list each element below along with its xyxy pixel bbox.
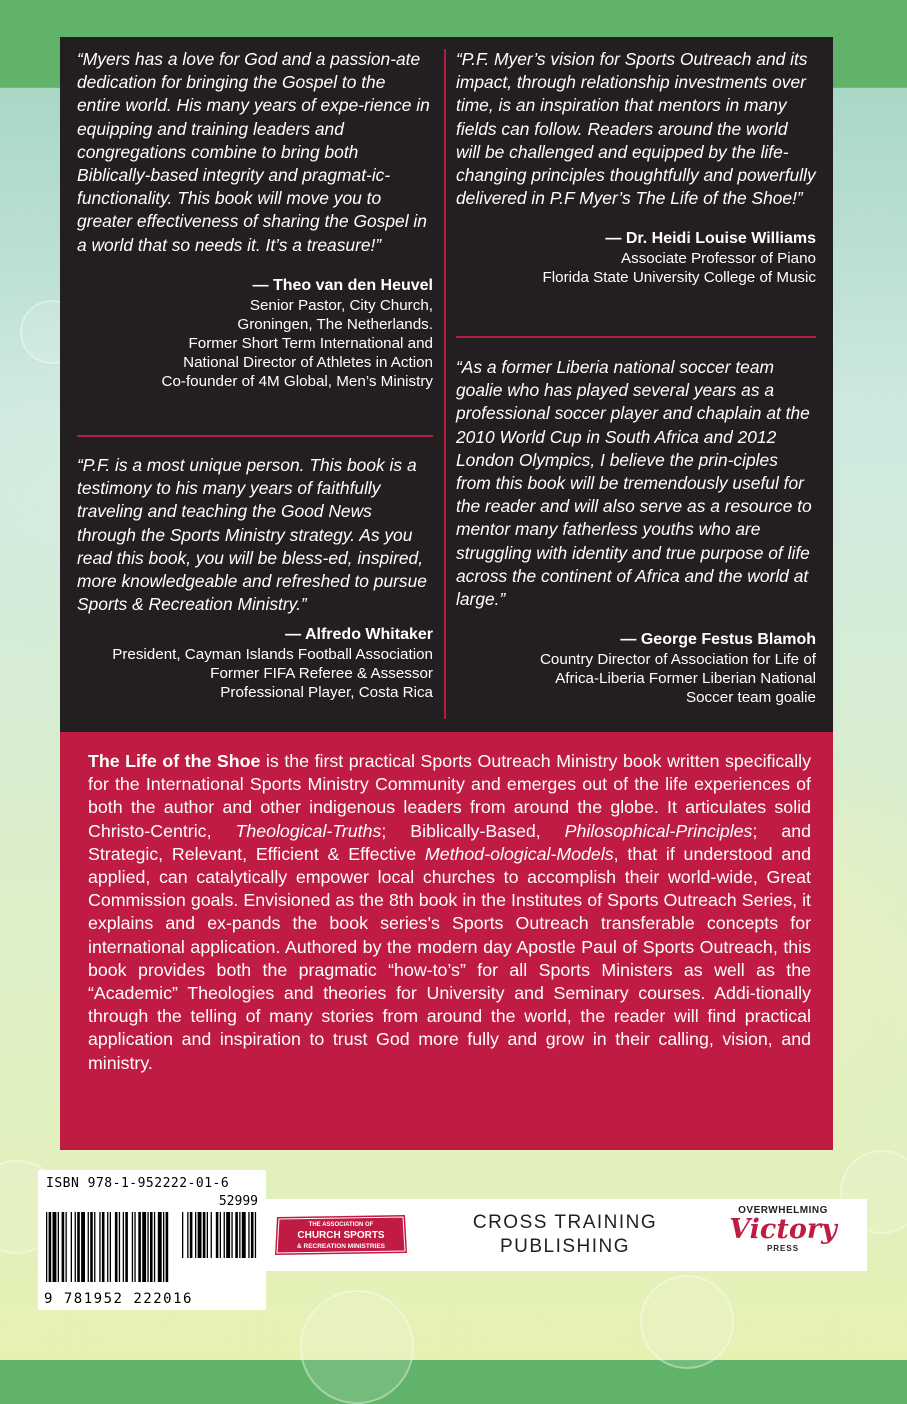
overwhelming-victory-press-logo: OVERWHELMING Victory PRESS [729,1205,837,1253]
book-description: The Life of the Shoe is the first practical Sports Outreach Ministry book written specifically for the International Sports Ministry Community and emerges out of the life experiences of both the author and other indigenous leaders from around the globe. It articulates solid Christo-Centric, Theological-Truths; Biblically-Based, Philosophical-Principles; and Strategic, Relevant, Efficient & Effective Method-ological-Models, that if understood and applied, can catalytically empower local churches to accomplish their world-wide, Great Commission goals. Envisioned as the 8th book in the Institutes of Sports Outreach Series, it explains and ex-pands the book series's Sports Outreach transferable concepts for international application. Authored by the modern day Apostle Paul of Sports Outreach, this book provides both the pragmatic “how-to’s” for all Sports Ministers as well as the “Academic” Theologies and theories for University and Seminary courses. Addi-tionally through the telling of many stories from around the world, the reader will find practical application and inspiration to trust God more fully and grow in their calling, vision, and ministry. [88,751,811,1073]
barcode-bar [224,1212,225,1258]
endorsement-attribution [456,228,816,287]
endorser-title-line: Groningen, The Netherlands. [237,315,433,333]
endorser-title-line: Senior Pastor, City Church, [249,296,433,314]
barcode-bar [138,1212,141,1282]
barcode-bar [134,1212,135,1282]
endorsement-2 [77,454,433,702]
endorser-title-line: Africa-Liberia Former Liberian National [555,670,816,688]
barcode-bar [207,1212,208,1258]
endorser-name: — George Festus Blamoh [620,631,816,649]
endorsement-3 [456,48,816,287]
barcode-bar [248,1212,249,1258]
isbn-text: ISBN 978-1-952222-01-6 [46,1176,230,1191]
barcode-bar [115,1212,118,1282]
barcode-bar [203,1212,206,1258]
isbn-barcode [38,1170,266,1310]
acsrm-logo [273,1213,409,1257]
bokeh-circle [300,1290,414,1404]
barcode-bar [166,1212,169,1282]
barcode-bar [187,1212,188,1258]
barcode-bar [150,1212,153,1282]
barcode-bar [251,1212,254,1258]
barcode-bar [49,1212,52,1282]
barcode-bar [147,1212,148,1282]
barcode-bar [235,1212,238,1258]
bokeh-circle [640,1275,734,1369]
publisher-logos [265,1199,867,1271]
barcode-bar [226,1212,230,1258]
barcode-bar [75,1212,76,1282]
barcode-bar [123,1212,124,1282]
barcode-bar [94,1212,95,1282]
endorser-title-line: National Director of Athletes in Action [183,353,433,371]
barcode-bar [216,1212,219,1258]
barcode-bar [198,1212,202,1258]
endorsements-panel [60,37,833,732]
barcode-bar [158,1212,162,1282]
endorsement-quote: “Myers has a love for God and a passion-ate dedication for bringing the Gospel to the entire world. His many years of expe-rience in equipping and training leaders and congregations combine to bring both Biblically-based integrity and pragmat-ic-functionality. This book will move you to greater effectiveness of sharing the Gospel in a world that so needs it. It’s a treasure!” [77,49,430,255]
endorsement-quote: “P.F. is a most unique person. This book is a testimony to his many years of faithfully traveling and teaching the Good News through the Sports Ministry strategy. As you read this book, you will be bless-ed, inspired, more knowledgeable and refreshed to pursue Sports & Recreation Ministry.” [77,455,427,615]
barcode-bar [119,1212,120,1282]
barcode-bar [211,1212,212,1258]
barcode-bar [190,1212,193,1258]
barcode-bar [53,1212,57,1282]
barcode-bar [58,1212,59,1282]
endorser-title-line: Country Director of Association for Life of [539,651,816,669]
endorser-title-line: Florida State University College of Music [542,269,816,287]
barcode-bar [107,1212,108,1282]
endorsement-quote: “P.F. Myer’s vision for Sports Outreach and its impact, through relationship investments over time, is an inspiration that mentors in many fields can follow. Readers around the world will be challenged and equipped by the life-changing principles thoughtfully and powerfully delivered in P.F Myer’s The Life of the Shoe!” [456,49,816,209]
endorser-title-line: President, Cayman Islands Football Association [112,646,433,664]
endorser-title-line: Soccer team goalie [685,689,816,707]
acsrm-line3: & RECREATION MINISTRIES [297,1243,385,1250]
endorser-title-line: Former Short Term International and [188,334,433,352]
barcode-bar [99,1212,100,1282]
endorsement-1 [77,48,433,391]
horizontal-divider [456,336,816,338]
endorsement-attribution [77,275,433,391]
acsrm-line2: CHURCH SPORTS [297,1230,385,1241]
vertical-divider [444,49,446,719]
endorser-name: — Dr. Heidi Louise Williams [605,230,816,248]
acsrm-line1: THE ASSOCIATION OF [308,1222,374,1228]
endorser-name: — Alfredo Whitaker [285,626,433,644]
barcode-bar [102,1212,105,1282]
barcode-bar [231,1212,232,1258]
barcode-bar [142,1212,146,1282]
barcode-bar [81,1212,85,1282]
endorser-name: — Theo van den Heuvel [252,276,433,294]
endorser-title-line: Former FIFA Referee & Assessor [210,665,433,683]
endorser-title-line: Associate Professor of Piano [620,250,816,268]
barcode-bar [90,1212,93,1282]
book-description-panel [60,732,833,1150]
barcode-bar [182,1212,183,1258]
endorsement-attribution [456,629,816,707]
price-code: 52999 [218,1194,258,1209]
endorser-title-line: Co-founder of 4M Global, Men’s Ministry [161,372,433,390]
horizontal-divider [77,435,433,437]
barcode-bar [62,1212,65,1282]
barcode-bar [88,1212,89,1282]
barcode-bar [154,1212,155,1282]
book-title: The Life of the Shoe [88,751,261,771]
barcode-bar [71,1212,72,1282]
endorser-title-line: Professional Player, Costa Rica [220,684,433,702]
barcode-bar [77,1212,80,1282]
cross-training-publishing-logo: CROSS TRAINING PUBLISHING [472,1212,658,1257]
endorsement-attribution [77,624,433,702]
barcode-bar [195,1212,196,1258]
barcode-bar [242,1212,246,1258]
barcode-bars [44,1212,260,1288]
barcode-bar [163,1212,164,1282]
barcode-bar [66,1212,67,1282]
barcode-number: 9 781952 222016 [44,1291,193,1307]
barcode-bar [220,1212,221,1258]
endorsement-quote: “As a former Liberia national soccer team goalie who has played several years as a professional soccer player and chaplain at the 2010 World Cup in South Africa and 2012 London Olympics, I believe the prin-ciples from this book will be tremendously useful for the reader and will also serve as a resource to mentor many fatherless youths who are struggling with identity and true purpose of life across the continent of Africa and the world at large.” [456,357,812,610]
barcode-bar [132,1212,133,1282]
barcode-bar [255,1212,256,1258]
barcode-bar [110,1212,111,1282]
barcode-bar [239,1212,240,1258]
barcode-bar [46,1212,47,1282]
endorsement-4 [456,356,816,707]
barcode-bar [125,1212,128,1282]
